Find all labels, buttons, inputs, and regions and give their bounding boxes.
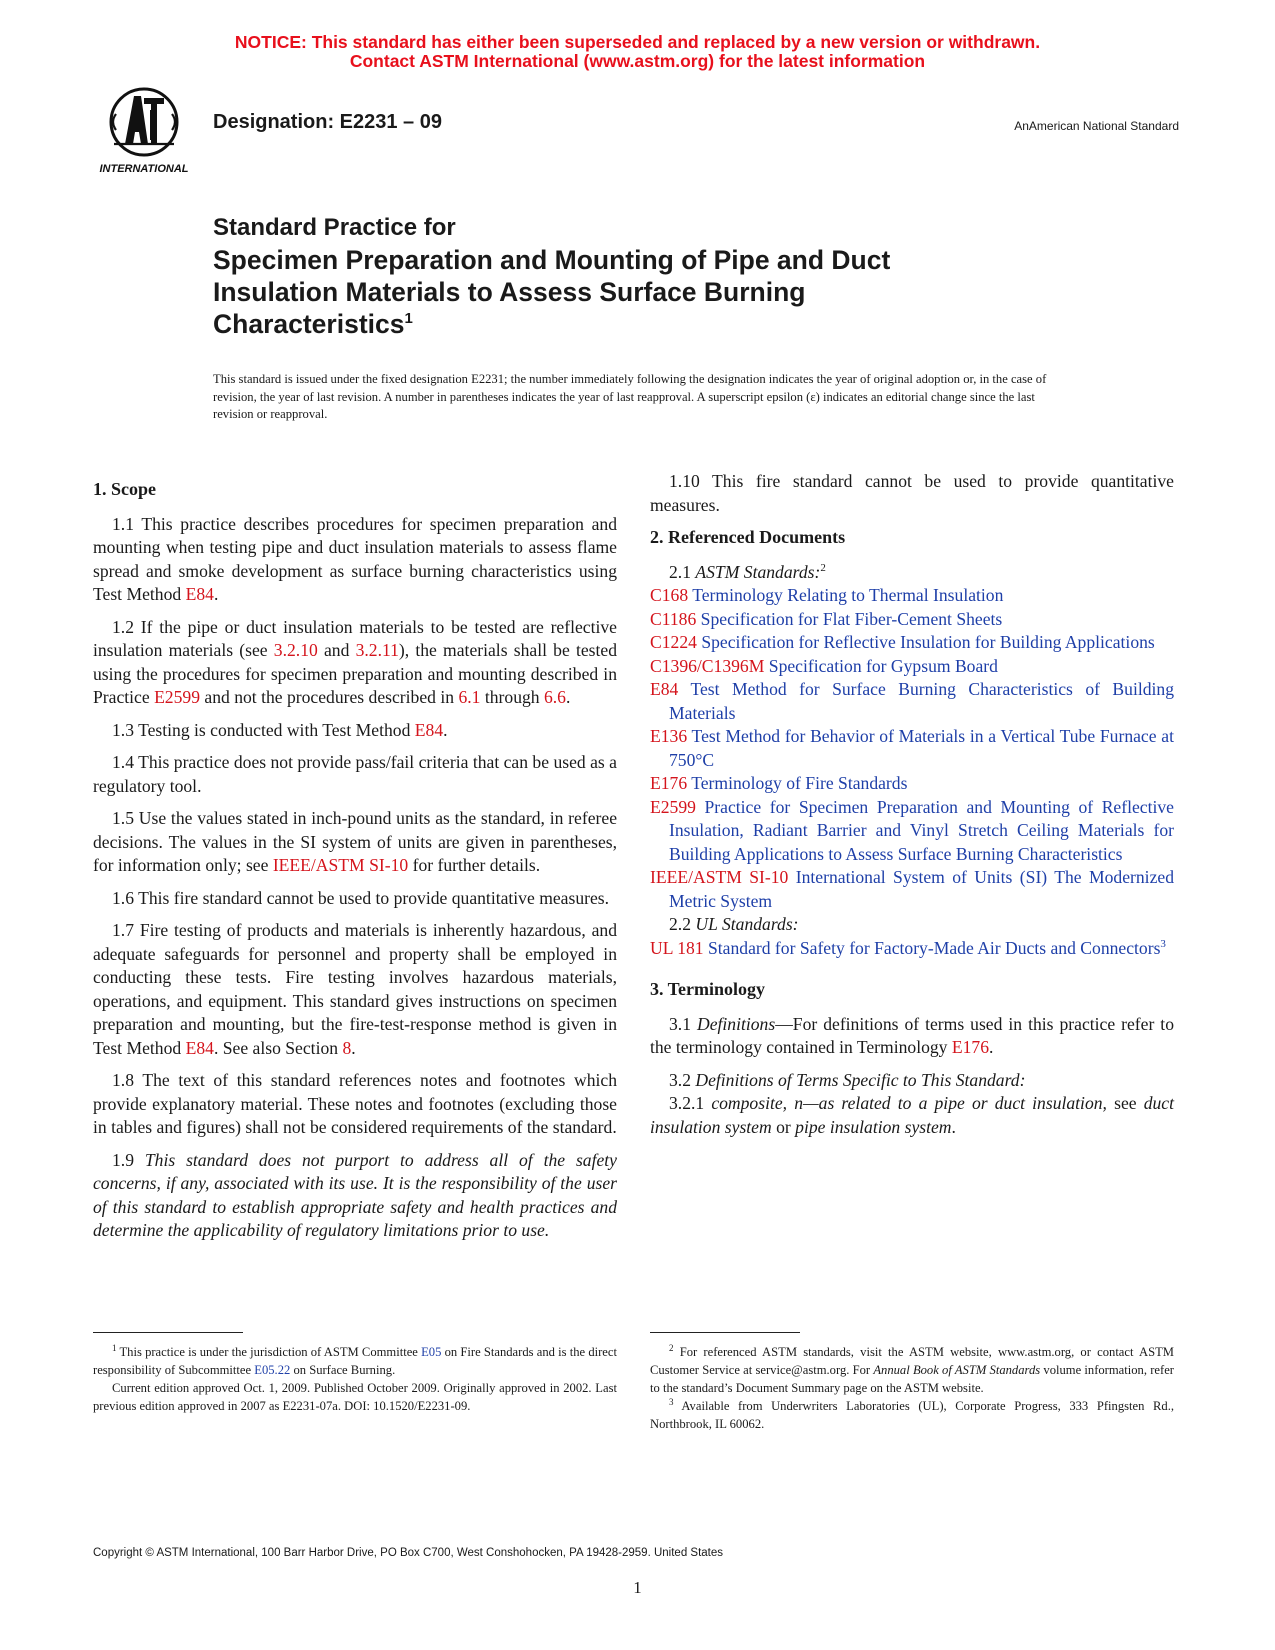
footnotes-left	[93, 1343, 617, 1415]
reference-code[interactable]: E136	[650, 726, 688, 746]
scope-1-4: 1.4 This practice does not provide pass/fail criteria that can be used as a regulatory tool.	[93, 752, 617, 796]
designation: Designation: E2231 – 09	[213, 111, 442, 133]
reference-code[interactable]: C1396/C1396M	[650, 655, 765, 676]
reference-code[interactable]: E84	[650, 679, 679, 699]
reference-item[interactable]	[650, 678, 1174, 725]
link-3-2-10[interactable]: 3.2.10	[273, 640, 318, 660]
reference-title[interactable]: Specification for Reflective Insulation for Building Applications	[696, 632, 1155, 652]
references-heading: 2. Referenced Documents	[650, 527, 846, 547]
scope-1-2: 1.2 If the pipe or duct insulation materials to be tested are reflective insulation materials (see 3.2.10 and 3.2.11), the materials shall be tested using the procedures for specimen preparation and mounting described in Practice E2599 and not the procedures described in 6.1 through 6.6.	[93, 616, 617, 707]
title-line-3: Insulation Materials to Assess Surface Burning	[213, 277, 806, 307]
reference-item[interactable]	[650, 631, 1174, 655]
reference-code[interactable]: C1224	[650, 632, 697, 652]
terminology-3-2-1: 3.2.1 composite, n—as related to a pipe or duct insulation, see duct insulation system or pipe insulation system.	[650, 1093, 1174, 1137]
link-6-6[interactable]: 6.6	[543, 687, 566, 707]
reference-title[interactable]: Specification for Flat Fiber-Cement Sheets	[696, 608, 1003, 629]
notice-line-1: NOTICE: This standard has either been superseded and replaced by a new version or withdrawn.	[234, 32, 1041, 52]
link-e2599[interactable]: E2599	[154, 687, 200, 707]
terminology-3-1: 3.1 Definitions—For definitions of terms used in this practice refer to the terminology contained in Terminology E176.	[650, 1013, 1174, 1057]
astm-logo-icon	[92, 86, 196, 178]
ul-standards-label: 2.2 UL Standards:	[669, 914, 799, 934]
footnote-1: $^1$ This practice is under the jurisdiction of ASTM Committee E05 on Fire Standards and is the direct responsibility of Subcommittee E05.22 on Surface Burning.	[93, 1342, 617, 1377]
issued-note: This standard is issued under the fixed designation E2231; the number immediately following the designation indicates the year of original adoption or, in the case of revision, the year of last revision. A number in parentheses indicates the year of last reapproval. A superscript epsilon (ε) indicates an editorial change since the last revision or reapproval.	[213, 372, 1047, 421]
terminology-3-2: 3.2 Definitions of Terms Specific to This Standard:	[669, 1069, 1026, 1090]
link-3-2-11[interactable]: 3.2.11	[355, 640, 399, 660]
link-ieee-astm-si-10[interactable]: IEEE/ASTM SI-10	[272, 855, 409, 875]
terminology-heading: 3. Terminology	[650, 979, 766, 999]
reference-item[interactable]	[650, 584, 1174, 608]
reference-list	[650, 584, 1174, 913]
scope-1-7: 1.7 Fire testing of products and materials is inherently hazardous, and adequate safeguards for personnel and property shall be employed in conducting these tests. Fire testing involves hazardous materials, operations, and equipment. This standard gives instructions on specimen preparation and mounting, but the fire-test-response method is given in Test Method E84. See also Section 8.	[93, 920, 617, 1058]
astm-logo	[92, 86, 196, 178]
reference-code[interactable]: IEEE/ASTM SI-10	[650, 867, 789, 887]
page-number: 1	[633, 1578, 642, 1597]
reference-item-ul181[interactable]: UL 181 Standard for Safety for Factory-Made Air Ducts and Connectors$^3$	[650, 937, 1166, 958]
footnote-rule-right	[650, 1332, 800, 1333]
link-6-1[interactable]: 6.1	[458, 687, 481, 707]
footnotes-right	[650, 1343, 1174, 1433]
title-footnote-mark: 1	[404, 310, 413, 328]
logo-text: INTERNATIONAL	[99, 163, 189, 175]
title-line-4: Characteristics$^1$	[213, 309, 413, 339]
reference-code[interactable]: C1186	[650, 608, 697, 629]
link-section-8[interactable]: 8	[342, 1037, 352, 1058]
reference-title[interactable]: Test Method for Surface Burning Characteristics of Building Materials	[669, 679, 1174, 723]
title-line-1: Standard Practice for	[213, 214, 456, 241]
reference-code[interactable]: E176	[650, 773, 688, 793]
astm-standards-footnote: 2	[820, 561, 826, 574]
reference-code[interactable]: E2599	[650, 796, 696, 817]
reference-title[interactable]: Test Method for Behavior of Materials in a Vertical Tube Furnace at 750°C	[669, 726, 1174, 770]
reference-item[interactable]	[650, 772, 1174, 796]
reference-item[interactable]	[650, 655, 1174, 679]
supersession-notice	[0, 33, 1275, 71]
footnote-3: $^3$ Available from Underwriters Laboratories (UL), Corporate Progress, 333 Pfingsten Rd., Northbrook, IL 60062.	[650, 1396, 1174, 1431]
astm-standards-label: 2.1 ASTM Standards:$^2$	[669, 561, 826, 582]
left-column	[93, 470, 617, 1252]
document-title	[213, 212, 1053, 340]
reference-title[interactable]: Specification for Gypsum Board	[764, 655, 998, 676]
footnote-2: $^2$ For referenced ASTM standards, visit the ASTM website, www.astm.org, or contact ASTM Customer Service at service@astm.org. For Annual Book of ASTM Standards volume information, refer to the standard’s Document Summary page on the ASTM website.	[650, 1342, 1174, 1395]
reference-title[interactable]: International System of Units (SI) The Modernized Metric System	[669, 867, 1174, 911]
reference-item[interactable]	[650, 866, 1174, 913]
american-national-standard: AnAmerican National Standard	[1014, 119, 1179, 133]
link-e176[interactable]: E176	[951, 1037, 990, 1057]
title-line-2: Specimen Preparation and Mounting of Pipe and Duct	[213, 245, 891, 275]
link-e05-22[interactable]: E05.22	[254, 1363, 291, 1377]
scope-1-8: 1.8 The text of this standard references notes and footnotes which provide explanatory material. These notes and footnotes (excluding those in tables and figures) shall not be considered requirements of the standard.	[93, 1070, 617, 1137]
scope-1-1: 1.1 This practice describes procedures for specimen preparation and mounting when testing pipe and duct insulation materials to assess flame spread and smoke development as surface burning characteristics using Test Method E84.	[93, 513, 617, 604]
scope-1-6: 1.6 This fire standard cannot be used to provide quantitative measures.	[112, 887, 610, 908]
link-e05[interactable]: E05	[421, 1345, 442, 1359]
scope-1-3: 1.3 Testing is conducted with Test Method E84.	[112, 719, 448, 740]
scope-1-9: 1.9 This standard does not purport to address all of the safety concerns, if any, associated with its use. It is the responsibility of the user of this standard to establish appropriate safety and health practices and determine the applicability of regulatory limitations prior to use.	[93, 1149, 617, 1240]
scope-1-10: 1.10 This fire standard cannot be used to provide quantitative measures.	[650, 471, 1174, 515]
right-column	[650, 470, 1174, 1148]
link-e84[interactable]: E84	[185, 1037, 214, 1058]
reference-item[interactable]	[650, 796, 1174, 867]
footnote-rule-left	[93, 1332, 243, 1333]
reference-code[interactable]: C168	[650, 585, 689, 605]
reference-title[interactable]: Terminology Relating to Thermal Insulation	[688, 585, 1004, 605]
copyright: Copyright © ASTM International, 100 Barr Harbor Drive, PO Box C700, West Conshohocken, PA 19428-2959. United States	[93, 1547, 724, 1559]
link-e84[interactable]: E84	[185, 584, 214, 604]
reference-title[interactable]: Terminology of Fire Standards	[687, 773, 908, 793]
scope-heading: 1. Scope	[93, 479, 156, 499]
reference-title[interactable]: Practice for Specimen Preparation and Mounting of Reflective Insulation, Radiant Barrier and Vinyl Stretch Ceiling Materials for Building Applications to Assess Surface Burning Characteristics	[669, 796, 1174, 864]
reference-item[interactable]	[650, 608, 1174, 632]
footnote-1-edition: Current edition approved Oct. 1, 2009. Published October 2009. Originally approved in 2002. Last previous edition approved in 2007 as E2231-07a. DOI: 10.1520/E2231-09.	[93, 1381, 617, 1413]
link-e84[interactable]: E84	[414, 719, 444, 740]
notice-line-2: Contact ASTM International (www.astm.org) for the latest information	[349, 51, 926, 71]
reference-item[interactable]	[650, 725, 1174, 772]
scope-1-5: 1.5 Use the values stated in inch-pound units as the standard, in referee decisions. The values in the SI system of units are given in parentheses, for information only; see IEEE/ASTM SI-10 for further details.	[93, 808, 617, 875]
